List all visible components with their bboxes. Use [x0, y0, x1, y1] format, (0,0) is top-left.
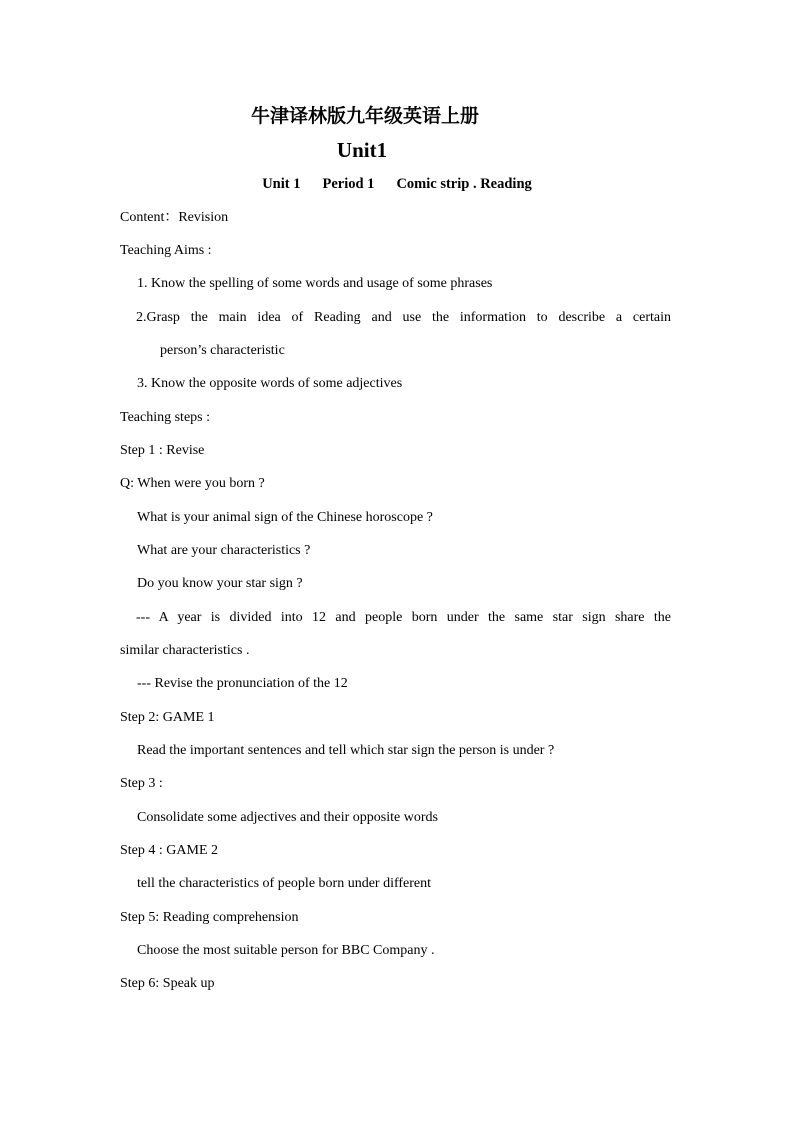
content-line: Content：Revision: [120, 210, 229, 225]
lesson-subtitle: [0, 175, 794, 193]
aim-item-3: 3. Know the opposite words of some adjectives: [137, 376, 403, 391]
step1-question-star-sign: Do you know your star sign ?: [137, 576, 303, 591]
step3-text: Consolidate some adjectives and their opposite words: [137, 810, 438, 825]
document-title-chinese: 牛津译林版九年级英语上册: [250, 105, 479, 127]
step1-note-similar: similar characteristics .: [120, 643, 250, 658]
step1-note-pronunciation: --- Revise the pronunciation of the 12: [137, 676, 348, 691]
step2-text: Read the important sentences and tell which star sign the person is under ?: [137, 743, 555, 758]
step1-question-born: Q: When were you born ?: [120, 476, 265, 491]
step1-note-year-divided: --- A year is divided into 12 and people born under the same star sign share the: [136, 610, 671, 625]
aim-item-2: 2.Grasp the main idea of Reading and use the information to describe a certain: [136, 310, 671, 325]
subtitle-lesson: Comic strip . Reading: [396, 176, 532, 192]
document-title-unit: Unit1: [336, 138, 388, 162]
step1-label: Step 1 : Revise: [120, 443, 205, 458]
step1-question-characteristics: What are your characteristics ?: [137, 543, 311, 558]
step5-text: Choose the most suitable person for BBC Company .: [137, 943, 435, 958]
steps-heading: Teaching steps :: [120, 410, 210, 425]
step1-question-animal-sign: What is your animal sign of the Chinese horoscope ?: [137, 510, 433, 525]
subtitle-period: Period 1: [322, 176, 375, 192]
step4-text: tell the characteristics of people born under different: [137, 876, 432, 891]
aim-item-2-continuation: person’s characteristic: [160, 343, 285, 358]
step2-label: Step 2: GAME 1: [120, 710, 215, 725]
subtitle-unit: Unit 1: [262, 176, 301, 192]
step4-label: Step 4 : GAME 2: [120, 843, 218, 858]
step6-label: Step 6: Speak up: [120, 976, 215, 991]
step5-label: Step 5: Reading comprehension: [120, 910, 299, 925]
aims-heading: Teaching Aims :: [120, 243, 212, 258]
step3-label: Step 3 :: [120, 776, 163, 791]
aim-item-1: 1. Know the spelling of some words and usage of some phrases: [137, 276, 493, 291]
